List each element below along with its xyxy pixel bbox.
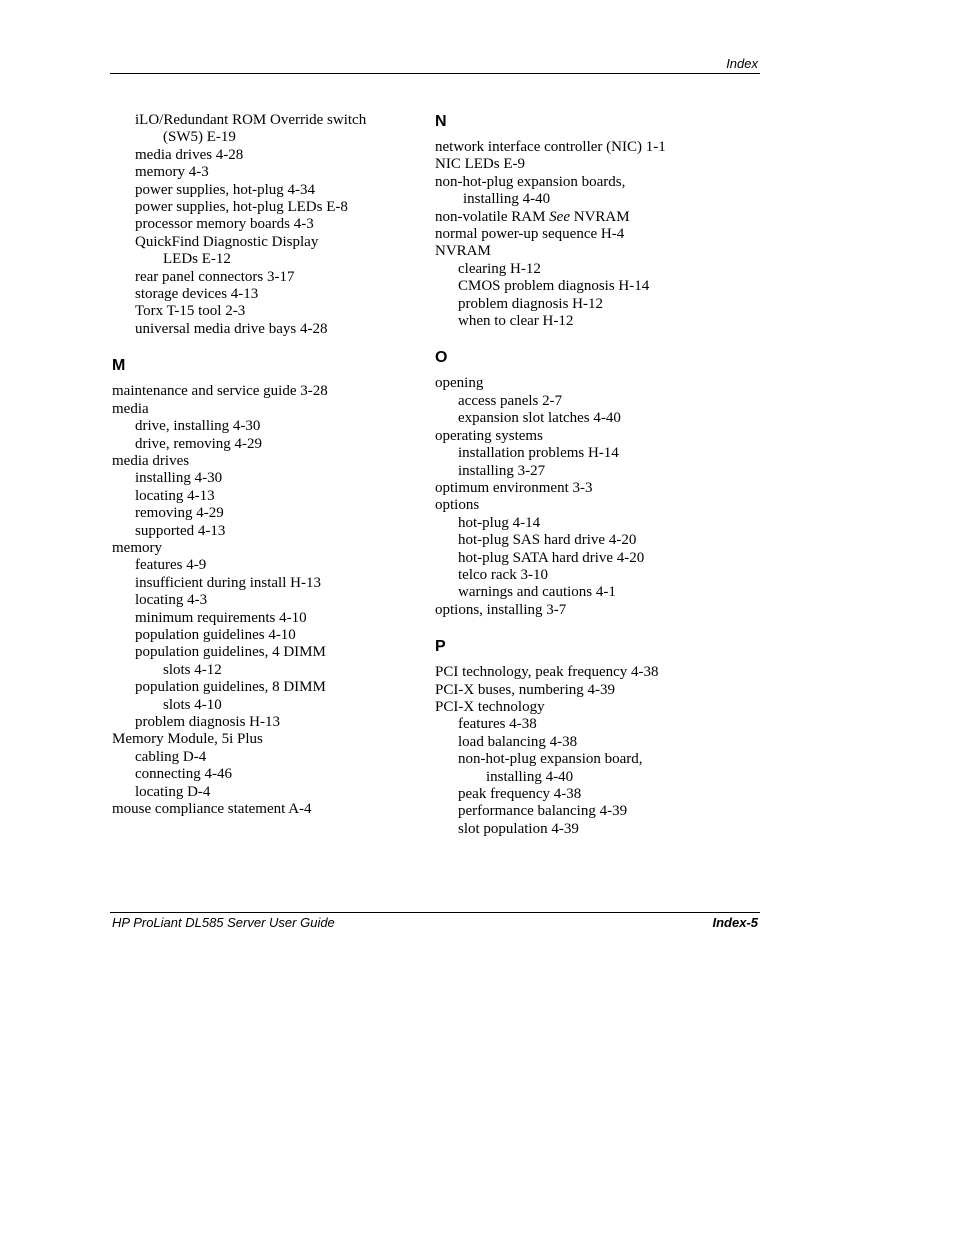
index-entry: installing 4-30	[135, 470, 223, 487]
index-column-right	[435, 112, 755, 838]
index-entry: problem diagnosis H-13	[135, 714, 280, 730]
page-number: Index-5	[712, 915, 758, 930]
index-entry: drive, installing 4-30	[135, 418, 261, 435]
index-entry: network interface controller (NIC) 1-1	[435, 139, 666, 155]
index-entry: non-hot-plug expansion board,	[458, 751, 643, 768]
index-entry: expansion slot latches 4-40	[458, 410, 621, 427]
index-entry: universal media drive bays 4-28	[135, 320, 328, 337]
index-entry: access panels 2-7	[458, 392, 563, 409]
entry-target: NVRAM	[569, 208, 630, 225]
index-entry: locating 4-3	[135, 592, 208, 609]
index-entry: cabling D-4	[135, 748, 207, 765]
index-entry: drive, removing 4-29	[135, 435, 263, 452]
index-entry: features 4-38	[458, 716, 537, 733]
running-header: Index	[726, 56, 758, 71]
header-rule	[110, 73, 760, 74]
index-entry: supported 4-13	[135, 522, 226, 539]
index-entry: power supplies, hot-plug 4-34	[135, 181, 315, 198]
index-entry: slot population 4-39	[458, 820, 579, 837]
index-entry: PCI technology, peak frequency 4-38	[435, 664, 659, 681]
index-entry: opening	[435, 375, 484, 392]
index-entry: minimum requirements 4-10	[135, 609, 307, 626]
index-entry: non-hot-plug expansion boards,	[435, 173, 626, 190]
index-entry: media drives	[112, 452, 190, 469]
index-entry: locating 4-13	[135, 487, 215, 504]
index-entry: NIC LEDs E-9	[435, 156, 525, 173]
index-entry: installing 3-27	[458, 462, 546, 479]
index-entry: operating systems	[435, 427, 543, 444]
index-entry: removing 4-29	[135, 505, 224, 522]
index-entry: hot-plug SAS hard drive 4-20	[458, 532, 637, 549]
index-entry: population guidelines, 8 DIMM	[135, 679, 326, 696]
index-entry: hot-plug SATA hard drive 4-20	[458, 549, 645, 566]
index-entry: memory 4-3	[135, 164, 209, 181]
index-entry: media drives 4-28	[135, 146, 244, 163]
index-entry: locating D-4	[135, 783, 211, 800]
index-entry: slots 4-10	[163, 696, 222, 713]
index-entry: NVRAM	[435, 243, 491, 260]
index-entry: features 4-9	[135, 557, 207, 574]
index-entry: hot-plug 4-14	[458, 514, 541, 531]
index-entry: optimum environment 3-3	[435, 479, 593, 496]
index-entry: problem diagnosis H-12	[458, 295, 603, 312]
index-entry: power supplies, hot-plug LEDs E-8	[135, 199, 348, 216]
index-entry: installation problems H-14	[458, 445, 619, 462]
index-entry: load balancing 4-38	[458, 733, 578, 750]
index-entry: options	[435, 497, 480, 514]
index-entry: population guidelines 4-10	[135, 626, 296, 643]
index-entry: population guidelines, 4 DIMM	[135, 644, 326, 661]
index-entry: Torx T-15 tool 2-3	[135, 303, 246, 320]
entry-text: non-volatile RAM	[435, 208, 550, 225]
index-entry: peak frequency 4-38	[458, 786, 582, 802]
section-letter-m: M	[112, 357, 126, 375]
see-label: See	[549, 208, 570, 225]
index-entry: memory	[112, 539, 162, 556]
index-entry: PCI-X buses, numbering 4-39	[435, 681, 615, 698]
index-entry: LEDs E-12	[163, 251, 231, 268]
index-entry-see-reference	[435, 209, 755, 226]
section-letter-p: P	[435, 638, 446, 656]
index-entry: PCI-X technology	[435, 698, 545, 715]
index-entry: warnings and cautions 4-1	[458, 584, 616, 601]
index-entry: maintenance and service guide 3-28	[112, 383, 328, 400]
index-entry: options, installing 3-7	[435, 601, 567, 618]
index-entry: iLO/Redundant ROM Override switch	[135, 112, 367, 128]
index-entry: clearing H-12	[458, 260, 541, 277]
footer-rule	[110, 912, 760, 913]
index-entry: slots 4-12	[163, 661, 222, 678]
index-entry: telco rack 3-10	[458, 566, 548, 583]
index-entry: mouse compliance statement A-4	[112, 801, 312, 818]
index-entry: CMOS problem diagnosis H-14	[458, 278, 650, 295]
index-entry: performance balancing 4-39	[458, 803, 628, 820]
section-letter-n: N	[435, 113, 447, 130]
index-entry: when to clear H-12	[458, 313, 574, 330]
index-entry: storage devices 4-13	[135, 286, 259, 303]
index-entry: rear panel connectors 3-17	[135, 268, 295, 285]
index-entry: connecting 4-46	[135, 766, 233, 783]
index-entry: QuickFind Diagnostic Display	[135, 233, 319, 250]
index-entry: media	[112, 400, 149, 417]
index-column-left	[112, 112, 412, 818]
index-entry: processor memory boards 4-3	[135, 216, 314, 233]
index-entry: installing 4-40	[463, 191, 551, 208]
index-entry: (SW5) E-19	[163, 129, 236, 146]
index-entry: Memory Module, 5i Plus	[112, 731, 263, 748]
section-letter-o: O	[435, 349, 448, 367]
index-entry: installing 4-40	[486, 768, 574, 785]
index-entry: normal power-up sequence H-4	[435, 226, 625, 243]
footer-title: HP ProLiant DL585 Server User Guide	[112, 915, 335, 930]
index-entry: insufficient during install H-13	[135, 574, 321, 591]
